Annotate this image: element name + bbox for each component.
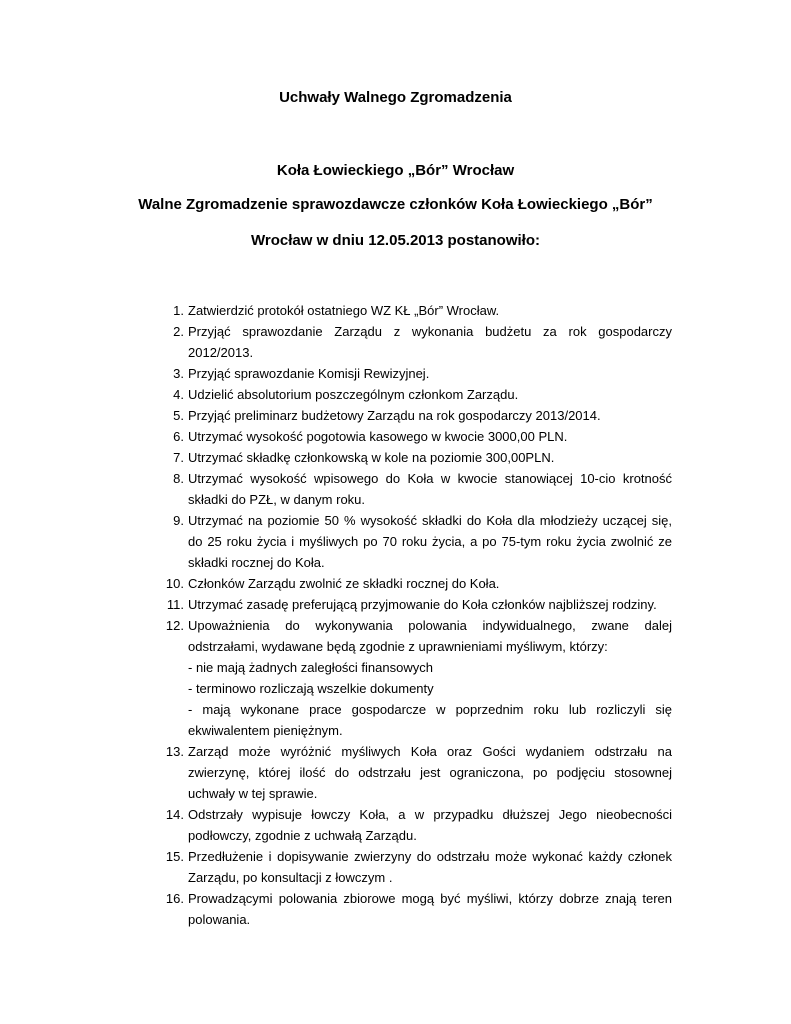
item-number: 5. xyxy=(173,408,184,423)
item-text: Członków Zarządu zwolnić ze składki rocznej do Koła. xyxy=(188,576,500,591)
list-item xyxy=(160,804,672,846)
item-text: Przyjąć sprawozdanie Komisji Rewizyjnej. xyxy=(188,366,430,381)
list-item xyxy=(160,321,672,363)
item-text: Utrzymać zasadę preferującą przyjmowanie do Koła członków najbliższej rodziny. xyxy=(188,597,657,612)
item-number: 11. xyxy=(166,597,184,612)
item-text: Utrzymać wysokość pogotowia kasowego w kwocie 3000,00 PLN. xyxy=(188,429,568,444)
list-item xyxy=(160,846,672,888)
condition-line: - mają wykonane prace gospodarcze w poprzednim roku lub rozliczyli się ekwiwalentem pieniężnym. xyxy=(188,702,672,738)
list-item xyxy=(160,468,672,510)
list-item xyxy=(160,888,672,930)
item-text: Przyjąć preliminarz budżetowy Zarządu na rok gospodarczy 2013/2014. xyxy=(188,408,601,423)
list-item xyxy=(160,615,672,741)
list-item xyxy=(160,447,672,468)
item-text: Utrzymać na poziomie 50 % wysokość składki do Koła dla młodzieży uczącej się, do 25 roku życia i myśliwych po 70 roku życia, a po 75-tym roku życia zwolnić ze składki rocznej do Koła. xyxy=(188,513,672,570)
item-number: 15. xyxy=(165,849,184,864)
list-item xyxy=(160,384,672,405)
item-text: Przedłużenie i dopisywanie zwierzyny do odstrzału może wykonać każdy członek Zarządu, po konsultacji z łowczym . xyxy=(188,849,672,885)
item-text: Zatwierdzić protokół ostatniego WZ KŁ „Bór” Wrocław. xyxy=(188,303,500,318)
condition-line: - terminowo rozliczają wszelkie dokumenty xyxy=(188,681,434,696)
item-number: 13. xyxy=(165,744,184,759)
condition-line: - nie mają żadnych zaległości finansowych xyxy=(188,660,433,675)
item-text: Prowadzącymi polowania zbiorowe mogą być myśliwi, którzy dobrze znają teren polowania. xyxy=(188,891,672,927)
list-item xyxy=(160,510,672,573)
item-text: Utrzymać wysokość wpisowego do Koła w kwocie stanowiącej 10-cio krotność składki do PZŁ, w danym roku. xyxy=(188,471,672,507)
item-number: 10. xyxy=(165,576,184,591)
list-item xyxy=(160,594,672,615)
resolutions-heading: Uchwały Walnego Zgromadzenia xyxy=(279,89,512,106)
list-item xyxy=(160,426,672,447)
item-number: 2. xyxy=(173,324,184,339)
item-text: Odstrzały wypisuje łowczy Koła, a w przypadku dłuższej Jego nieobecności podłowczy, zgodnie z uchwałą Zarządu. xyxy=(188,807,672,843)
item-number: 8. xyxy=(173,471,184,486)
resolutions-list xyxy=(160,300,672,930)
club-name-heading: Koła Łowieckiego „Bór” Wrocław xyxy=(276,162,515,179)
item-number: 12. xyxy=(165,618,184,633)
list-item xyxy=(160,300,672,321)
list-item xyxy=(160,363,672,384)
item-number: 7. xyxy=(173,450,184,465)
assembly-heading: Walne Zgromadzenie sprawozdawcze członków Koła Łowieckiego „Bór” xyxy=(138,196,653,213)
list-item xyxy=(160,741,672,804)
item-number: 1. xyxy=(173,303,184,318)
item-text: Zarząd może wyróżnić myśliwych Koła oraz Gości wydaniem odstrzału na zwierzynę, której ilość do odstrzału jest ograniczona, po podjęciu stosownej uchwały w tej sprawie. xyxy=(188,744,672,801)
item-text: Upoważnienia do wykonywania polowania indywidualnego, zwane dalej odstrzałami, wydawane będą zgodnie z uprawnieniami myśliwym, którzy: xyxy=(188,618,672,654)
item-number: 3. xyxy=(173,366,184,381)
item-number: 9. xyxy=(173,513,184,528)
list-item xyxy=(160,573,672,594)
date-heading: Wrocław w dniu 12.05.2013 postanowiło: xyxy=(251,232,540,249)
list-item xyxy=(160,405,672,426)
item-number: 6. xyxy=(173,429,184,444)
item-text: Udzielić absolutorium poszczególnym członkom Zarządu. xyxy=(188,387,519,402)
item-number: 16. xyxy=(165,891,184,906)
item-number: 14. xyxy=(165,807,184,822)
item-number: 4. xyxy=(173,387,184,402)
item-text: Przyjąć sprawozdanie Zarządu z wykonania budżetu za rok gospodarczy 2012/2013. xyxy=(188,324,672,360)
item-text: Utrzymać składkę członkowską w kole na poziomie 300,00PLN. xyxy=(188,450,555,465)
